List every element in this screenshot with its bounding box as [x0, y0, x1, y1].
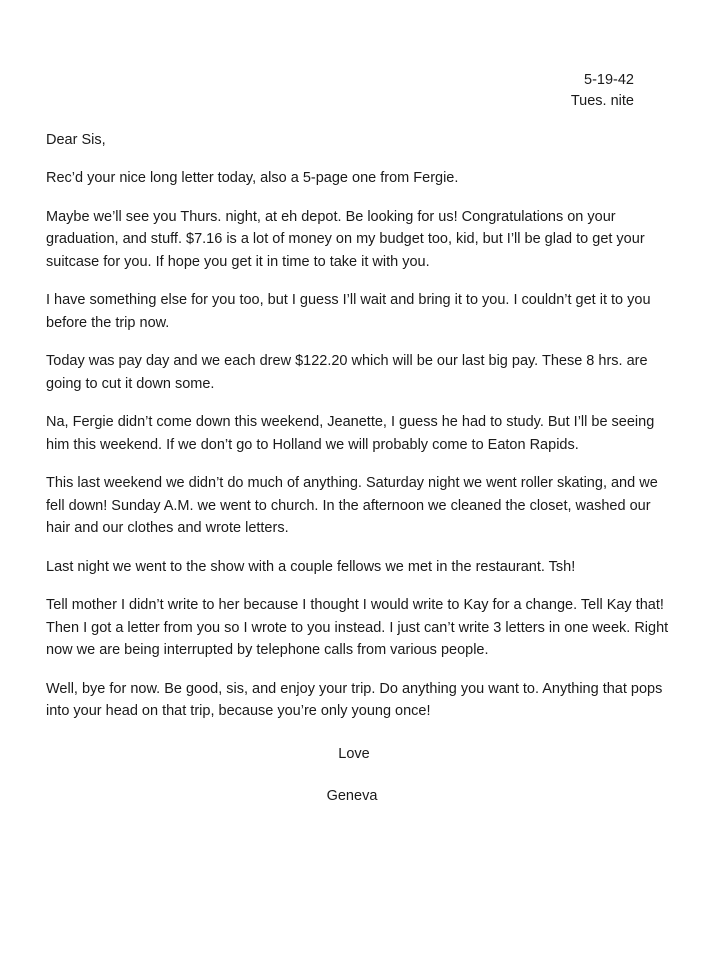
paragraph-3: I have something else for you too, but I guess I’ll wait and bring it to you. I couldn’t get it to you before the trip now.: [46, 292, 651, 331]
closing: Love: [338, 745, 370, 762]
paragraph-1: Rec’d your nice long letter today, also a 5-page one from Fergie.: [46, 170, 459, 186]
paragraph-2: Maybe we’ll see you Thurs. night, at eh depot. Be looking for us! Congratulations on your graduation, and stuff. $7.16 is a lot of money on my budget too, kid, but I’ll be glad to get your suitcase for you. If hope you get it in time to take it with you.: [46, 208, 645, 270]
paragraph-8: Tell mother I didn’t write to her because I thought I would write to Kay for a change. Tell Kay that! Then I got a letter from you so I wrote to you instead. I just can’t write 3 letters in one week. Right now we are being interrupted by telephone calls from various people.: [46, 597, 669, 658]
paragraph-4: Today was pay day and we each drew $122.20 which will be our last big pay. These 8 hrs. are going to cut it down some.: [46, 353, 648, 392]
salutation: Dear Sis,: [46, 132, 106, 148]
paragraph-6: This last weekend we didn’t do much of anything. Saturday night we went roller skating, and we fell down! Sunday A.M. we went to church. In the afternoon we cleaned the closet, washed our hair and our clothes and wrote letters.: [46, 475, 658, 536]
letter-date: 5-19-42: [584, 72, 634, 88]
letter-daytime: Tues. nite: [570, 93, 634, 109]
paragraph-7: Last night we went to the show with a couple fellows we met in the restaurant. Tsh!: [46, 558, 576, 575]
paragraph-5: Na, Fergie didn’t come down this weekend, Jeanette, I guess he had to study. But I’ll be seeing him this weekend. If we don’t go to Holland we will probably come to Eaton Rapids.: [46, 414, 655, 453]
paragraph-9: Well, bye for now. Be good, sis, and enjoy your trip. Do anything you want to. Anything that pops into your head on that trip, because you’re only young once!: [46, 680, 663, 719]
dateline: [46, 70, 672, 112]
signature: Geneva: [326, 787, 378, 804]
